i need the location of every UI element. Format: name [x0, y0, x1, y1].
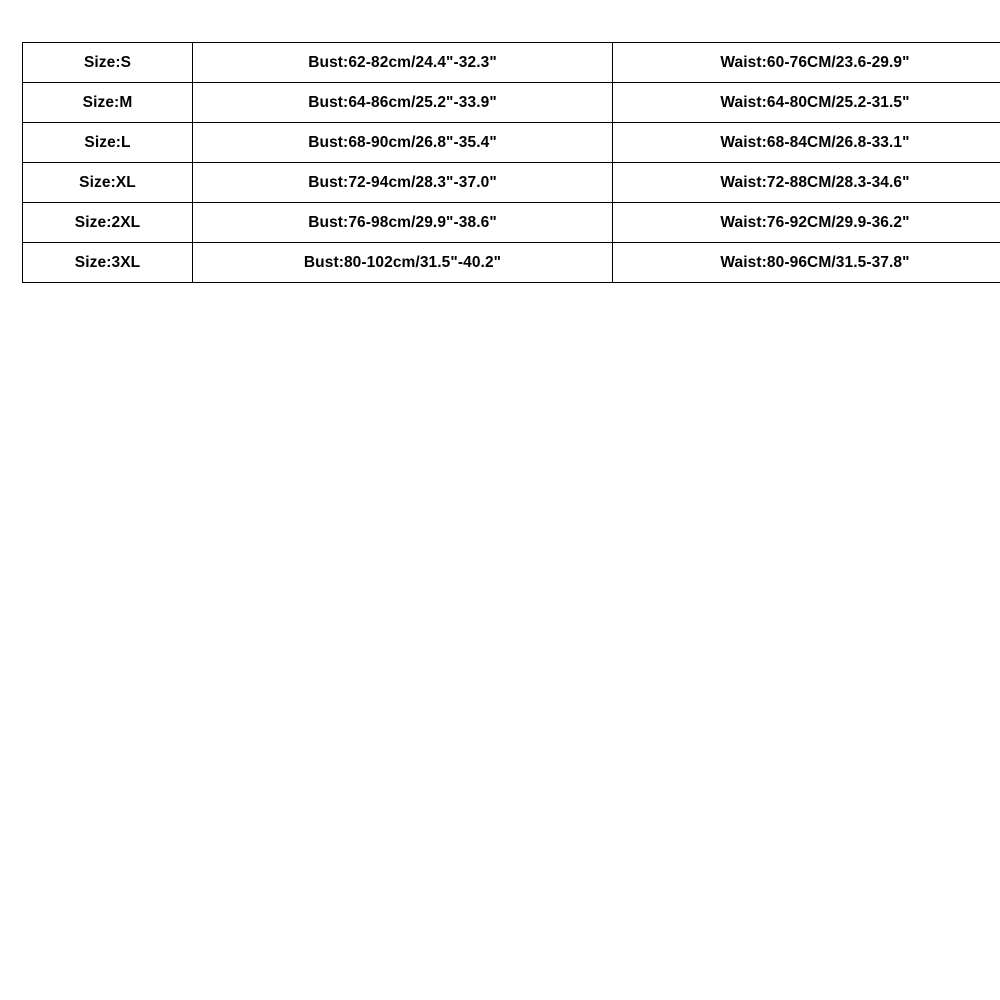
table-row [23, 163, 1000, 203]
row-size-label: Size:M [23, 83, 193, 123]
table-row [23, 83, 1000, 123]
row-waist-value: Waist:76-92CM/29.9-36.2" [613, 203, 1000, 243]
row-bust-value: Bust:80-102cm/31.5"-40.2" [193, 243, 613, 283]
row-bust-value: Bust:68-90cm/26.8"-35.4" [193, 123, 613, 163]
row-waist-value: Waist:80-96CM/31.5-37.8" [613, 243, 1000, 283]
size-chart-table [22, 42, 1000, 283]
row-waist-value: Waist:60-76CM/23.6-29.9" [613, 43, 1000, 83]
row-bust-value: Bust:72-94cm/28.3"-37.0" [193, 163, 613, 203]
row-size-label: Size:3XL [23, 243, 193, 283]
table-row [23, 43, 1000, 83]
row-bust-value: Bust:62-82cm/24.4"-32.3" [193, 43, 613, 83]
row-bust-value: Bust:64-86cm/25.2"-33.9" [193, 83, 613, 123]
row-waist-value: Waist:64-80CM/25.2-31.5" [613, 83, 1000, 123]
row-size-label: Size:S [23, 43, 193, 83]
table-row [23, 203, 1000, 243]
table-row [23, 243, 1000, 283]
row-size-label: Size:XL [23, 163, 193, 203]
size-chart [22, 42, 978, 283]
row-size-label: Size:2XL [23, 203, 193, 243]
row-waist-value: Waist:72-88CM/28.3-34.6" [613, 163, 1000, 203]
row-size-label: Size:L [23, 123, 193, 163]
row-waist-value: Waist:68-84CM/26.8-33.1" [613, 123, 1000, 163]
size-chart-body [23, 43, 1000, 283]
table-row [23, 123, 1000, 163]
row-bust-value: Bust:76-98cm/29.9"-38.6" [193, 203, 613, 243]
